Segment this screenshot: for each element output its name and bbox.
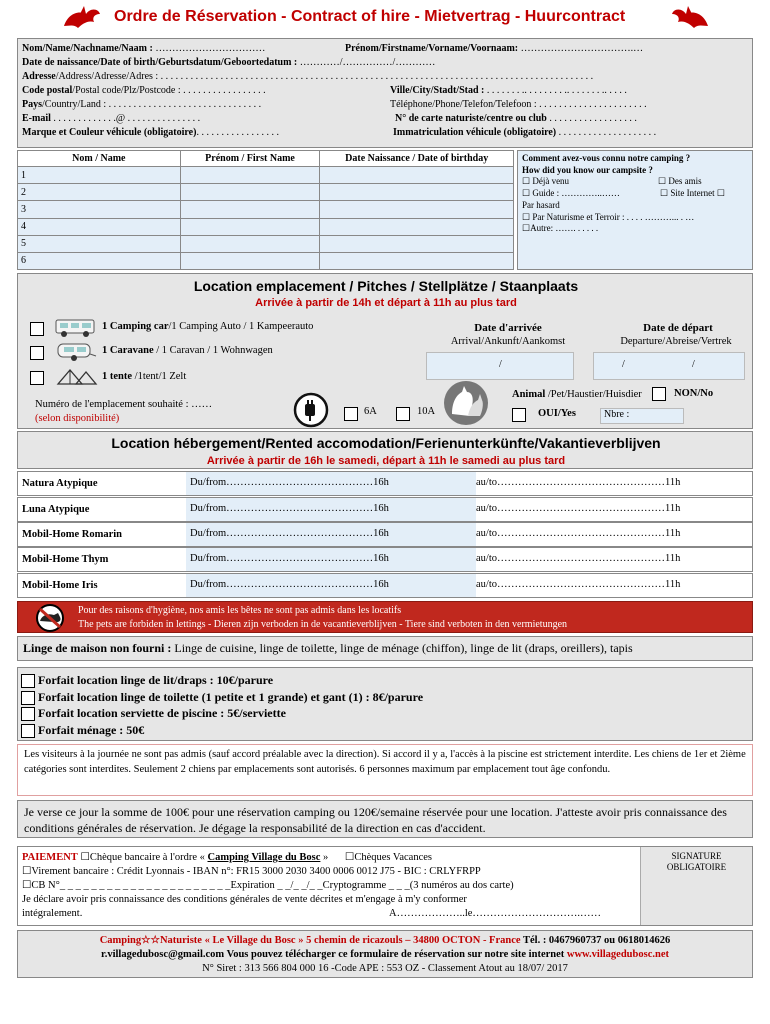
table-cell[interactable] — [320, 167, 514, 184]
rental-from-field[interactable]: Du/from……………………………………16h — [186, 523, 476, 546]
name-field[interactable]: …………………………… — [155, 43, 266, 54]
row-number: 5 — [18, 235, 181, 252]
rental-row — [17, 522, 753, 547]
pets-notice-line1: Pour des raisons d'hygiène, nos amis les bêtes ne sont pas admis dans les locatifs — [78, 605, 402, 616]
rental-from-field[interactable]: Du/from……………………………………16h — [186, 574, 476, 597]
caravan-sub: / 1 Caravan / 1 Wohnwagen — [153, 345, 273, 356]
pitch-number-label: Numéro de l'emplacement souhaité : …… — [35, 399, 213, 410]
table-cell[interactable] — [180, 218, 320, 235]
tent-checkbox[interactable] — [30, 371, 44, 385]
firstname-label: Prénom/Firstname/Vorname/Voornaam: — [345, 43, 519, 54]
table-cell[interactable] — [180, 235, 320, 252]
dragon-logo-icon — [668, 4, 712, 32]
deposit-text: Je verse ce jour la somme de 100€ pour une réservation camping ou 120€/semaine réservée pour une location. J'atteste avoir pris connaissance des conditions générales de réservation. Je dégage la responsabilité de la direction en cas d'accident. — [24, 805, 727, 835]
table-cell[interactable] — [180, 252, 320, 269]
arrival-date-input[interactable] — [426, 352, 574, 380]
survey-option-website[interactable]: ☐ Site Internet ☐ — [660, 188, 725, 198]
departure-title: Date de départ — [643, 322, 713, 334]
postcode-label: Code postal — [22, 85, 73, 96]
birthdate-label: Date de naissance/Date of birth/Geburtsdatum/Geboortedatum : — [22, 57, 298, 68]
vehicle-field[interactable]: . . . . . . . . . . . . . . . . . — [196, 127, 279, 138]
tent-icon — [54, 366, 98, 386]
payment-label: PAIEMENT — [22, 852, 78, 863]
rental-to-field[interactable]: au/to…………………………………………11h — [476, 477, 681, 488]
tent-sub: /1tent/1 Zelt — [132, 371, 187, 382]
row-number: 6 — [18, 252, 181, 269]
package-checkbox[interactable] — [21, 707, 35, 721]
naturist-card-label: N° de carte naturiste/centre ou club — [395, 113, 547, 124]
rentals-list — [17, 471, 753, 599]
linen-section — [17, 636, 753, 661]
email-label: E-mail — [22, 113, 51, 124]
phone-field[interactable]: Téléphone/Phone/Telefon/Telefoon : . . . . . . . . . . . . . . . . . . . . . . — [390, 99, 647, 110]
rental-name: Mobil-Home Romarin — [22, 529, 123, 540]
footer-contact: r.villagedubosc@gmail.com Vous pouvez télécharger ce formulaire de réservation sur notre site internet www.villagedubosc.net — [101, 949, 669, 960]
table-cell[interactable] — [320, 252, 514, 269]
row-number: 4 — [18, 218, 181, 235]
survey-title: Comment avez-vous connu notre camping ? — [522, 153, 691, 163]
page-title: Ordre de Réservation - Contract of hire - Mietvertrag - Huurcontract — [114, 8, 626, 25]
table-cell[interactable] — [320, 201, 514, 218]
address-field[interactable]: /Address/Adresse/Adres : . . . . . . . . . . . . . . . . . . . . . . . . . . . . . . . . . . . . . . . . . . . . . . . . . . . . . . . . . . . . . . . . . . . . . . . . . . . . . . . . . . . . . . . — [55, 71, 594, 82]
package-item[interactable]: Forfait location linge de toilette (1 petite et 1 grande) et gant (1) : 8€/parure — [21, 689, 749, 706]
rental-name: Mobil-Home Thym — [22, 554, 109, 565]
animal-sub: /Pet/Haustier/Huisdier — [545, 389, 642, 400]
plate-label: Immatriculation véhicule (obligatoire) — [393, 127, 557, 138]
date-separator: / — [692, 359, 695, 370]
table-cell[interactable] — [180, 201, 320, 218]
rentals-section — [17, 431, 753, 469]
vehicle-label: Marque et Couleur véhicule (obligatoire) — [22, 127, 197, 138]
survey-option-friends[interactable]: ☐ Des amis — [658, 176, 702, 186]
rental-from-field[interactable]: Du/from……………………………………16h — [186, 498, 476, 521]
rental-to-field[interactable]: au/to…………………………………………11h — [476, 528, 681, 539]
linen-label: Linge de maison non fourni : — [23, 641, 172, 655]
signature-label: SIGNATURE OBLIGATOIRE — [666, 851, 727, 872]
row-number: 2 — [18, 184, 181, 201]
visitors-notice — [17, 744, 753, 796]
pet-count-label: Nbre : — [604, 409, 630, 420]
pet-yes-label: OUI/Yes — [538, 408, 576, 419]
table-cell[interactable] — [320, 218, 514, 235]
participants-section — [17, 150, 753, 270]
declaration-line2: intégralement. — [22, 908, 83, 919]
survey-option-naturisme[interactable]: ☐ Par Naturisme et Terroir : . . . . ………... . … — [522, 211, 695, 222]
pitches-section — [17, 273, 753, 429]
table-cell[interactable] — [180, 184, 320, 201]
animal-label: Animal — [512, 389, 546, 400]
pets-icon — [442, 380, 490, 426]
table-cell[interactable] — [320, 235, 514, 252]
visitors-text: Les visiteurs à la journée ne sont pas admis (sauf accord préalable avec la direction). Si accord il y a, l'accès à la piscine est strictement interdite. Les chiens de 1er et 2ième catégories sont interdites. Seulement 2 chiens par emplacements sont autorisés. 6 personnes maximum par emplacement tout âge confondu. — [24, 749, 746, 775]
pets-notice-line2: The pets are forbiden in lettings - Dieren zijn verboden in de vacantieverblijven - Tiere sind verboten in den vermietungen — [78, 619, 568, 630]
package-item[interactable]: Forfait location linge de lit/draps : 10€/parure — [21, 672, 749, 689]
website-link[interactable]: www.villagedubosc.net — [566, 949, 669, 960]
row-number: 1 — [18, 167, 181, 184]
rental-name: Natura Atypique — [22, 478, 98, 489]
rental-to-field[interactable]: au/to…………………………………………11h — [476, 503, 681, 514]
country-label: Pays — [22, 99, 42, 110]
package-checkbox[interactable] — [21, 691, 35, 705]
packages-section — [17, 667, 753, 741]
rentals-title: Location hébergement/Rented accomodation/Ferienunterkünfte/Vakantieverblijven — [111, 435, 661, 451]
rental-to-field[interactable]: au/to…………………………………………11h — [476, 579, 681, 590]
table-cell[interactable] — [180, 167, 320, 184]
transfer-option[interactable]: ☐Virement bancaire : Crédit Lyonnais - IBAN n°: FR15 3000 2030 3400 0006 0012 J75 - BIC : CRLYFRPP — [22, 866, 481, 877]
rental-from-field[interactable]: Du/from……………………………………16h — [186, 472, 476, 495]
payment-section — [17, 846, 753, 926]
date-separator: / — [622, 359, 625, 370]
survey-option-other[interactable]: ☐Autre: ……. . . . . . — [522, 223, 599, 233]
camping-car-checkbox[interactable] — [30, 322, 44, 336]
rental-row — [17, 471, 753, 496]
package-checkbox[interactable] — [21, 724, 35, 738]
rental-from-field[interactable]: Du/from……………………………………16h — [186, 548, 476, 571]
footer — [17, 930, 753, 978]
city-field[interactable]: . . . . . . . .. . . . . . . . .. . . . . . . .. . . . . — [486, 85, 627, 96]
rental-name: Luna Atypique — [22, 504, 90, 515]
postcode-field[interactable]: /Postal code/Plz/Postcode : . . . . . . . . . . . . . . . . . — [72, 85, 266, 96]
package-item[interactable]: Forfait location serviette de piscine : 5€/serviette — [21, 705, 749, 722]
cheque-option[interactable]: ☐Chèque bancaire à l'ordre « Camping Village du Bosc » — [80, 852, 329, 863]
departure-date-input[interactable] — [593, 352, 745, 380]
footer-address: Camping☆☆Naturiste « Le Village du Bosc » 5 chemin de ricazouls – 34800 OCTON - France Tél. : 0467960737 ou 0618014626 — [99, 935, 671, 946]
date-separator: / — [499, 359, 502, 370]
survey-box — [517, 150, 753, 270]
pet-yes-checkbox[interactable] — [512, 408, 526, 422]
firstname-field[interactable]: …………………………….… — [520, 43, 644, 54]
rental-row — [17, 497, 753, 522]
electric-plug-icon — [293, 392, 329, 428]
pet-no-checkbox[interactable] — [652, 387, 666, 401]
package-checkbox[interactable] — [21, 674, 35, 688]
no-pets-icon — [26, 603, 74, 633]
signature-box[interactable] — [640, 847, 752, 925]
participants-table — [17, 150, 514, 270]
card-option[interactable]: ☐CB N°_ _ _ _ _ _ _ _ _ _ _ _ _ _ _ _ _ _ _ _ _ _Expiration _ _/_ _/_ _Cryptogramme _ _ _(3 numéros au dos carte) — [22, 880, 514, 891]
name-label: Nom/Name/Nachname/Naam : — [22, 43, 153, 54]
rentals-subtitle: Arrivée à partir de 16h le samedi, départ à 11h le samedi au plus tard — [206, 455, 566, 467]
declaration-line1: Je déclare avoir pris connaissance des conditions générales de vente décrites et m'engage à m'y conformer — [22, 894, 467, 905]
survey-subtitle: How did you know our campsite ? — [522, 164, 653, 175]
place-date-field[interactable]: A………………..le………………………….…… — [389, 908, 602, 919]
email-field[interactable]: . . . . . . . . . . . . .@ . . . . . . . . . . . . . . . — [53, 113, 201, 124]
survey-option-returning[interactable]: ☐ Déjà venu — [522, 176, 570, 186]
pet-no-label: NON/No — [674, 388, 714, 399]
birthdate-field[interactable]: …………/……………/………… — [299, 57, 436, 68]
package-item[interactable]: Forfait ménage : 50€ — [21, 722, 749, 739]
survey-option-chance[interactable]: Par hasard — [522, 200, 560, 210]
camping-car-sub: /1 Camping Auto / 1 Kampeerauto — [168, 321, 314, 332]
pitches-title: Location emplacement / Pitches / Stellplätze / Staanplaats — [193, 278, 579, 294]
power-10a-label: 10A — [417, 406, 436, 417]
pets-notice — [17, 601, 753, 633]
availability-note: (selon disponibilité) — [35, 413, 120, 424]
pet-count-input[interactable] — [600, 408, 684, 424]
rental-row — [17, 573, 753, 598]
departure-subtitle: Departure/Abreise/Vertrek — [620, 336, 732, 347]
footer-siret: N° Siret : 313 566 804 000 16 -Code APE : 553 OZ - Classement Atout au 18/07/ 2017 — [202, 963, 568, 974]
deposit-section — [17, 800, 753, 838]
tent-label: 1 tente — [102, 371, 133, 382]
vacances-option[interactable]: ☐Chèques Vacances — [344, 852, 432, 863]
rental-row — [17, 547, 753, 572]
power-6a-checkbox[interactable] — [344, 407, 358, 421]
rental-name: Mobil-Home Iris — [22, 580, 98, 591]
survey-option-guide[interactable]: ☐ Guide : …………..…… — [522, 188, 620, 198]
row-number: 3 — [18, 201, 181, 218]
col-birthdate: Date Naissance / Date of birthday — [320, 151, 514, 167]
table-cell[interactable] — [320, 184, 514, 201]
address-label: Adresse — [22, 71, 56, 82]
naturist-card-field[interactable]: . . . . . . . . . . . . . . . . . . — [549, 113, 637, 124]
identity-section — [17, 38, 753, 148]
header — [60, 4, 710, 34]
country-field[interactable]: /Country/Land : . . . . . . . . . . . . . . . . . . . . . . . . . . . . . . . — [42, 99, 262, 110]
power-6a-label: 6A — [364, 406, 377, 417]
arrival-subtitle: Arrival/Ankunft/Aankomst — [450, 336, 566, 347]
caravan-label: 1 Caravane — [102, 345, 154, 356]
camping-car-label: 1 Camping car — [102, 321, 169, 332]
pitches-subtitle: Arrivée à partir de 14h et départ à 11h au plus tard — [255, 297, 517, 309]
rental-to-field[interactable]: au/to…………………………………………11h — [476, 553, 681, 564]
caravan-checkbox[interactable] — [30, 346, 44, 360]
col-firstname: Prénom / First Name — [180, 151, 320, 167]
col-name: Nom / Name — [18, 151, 181, 167]
city-label: Ville/City/Stadt/Stad : — [390, 85, 485, 96]
camping-car-icon — [54, 316, 98, 338]
caravan-icon — [54, 340, 98, 362]
power-10a-checkbox[interactable] — [396, 407, 410, 421]
linen-text: Linge de cuisine, linge de toilette, linge de ménage (chiffon), linge de lit (draps, oreillers), tapis — [171, 641, 633, 655]
arrival-title: Date d'arrivée — [474, 322, 542, 334]
plate-field[interactable]: . . . . . . . . . . . . . . . . . . . . — [558, 127, 657, 138]
dragon-logo-icon — [60, 4, 104, 32]
